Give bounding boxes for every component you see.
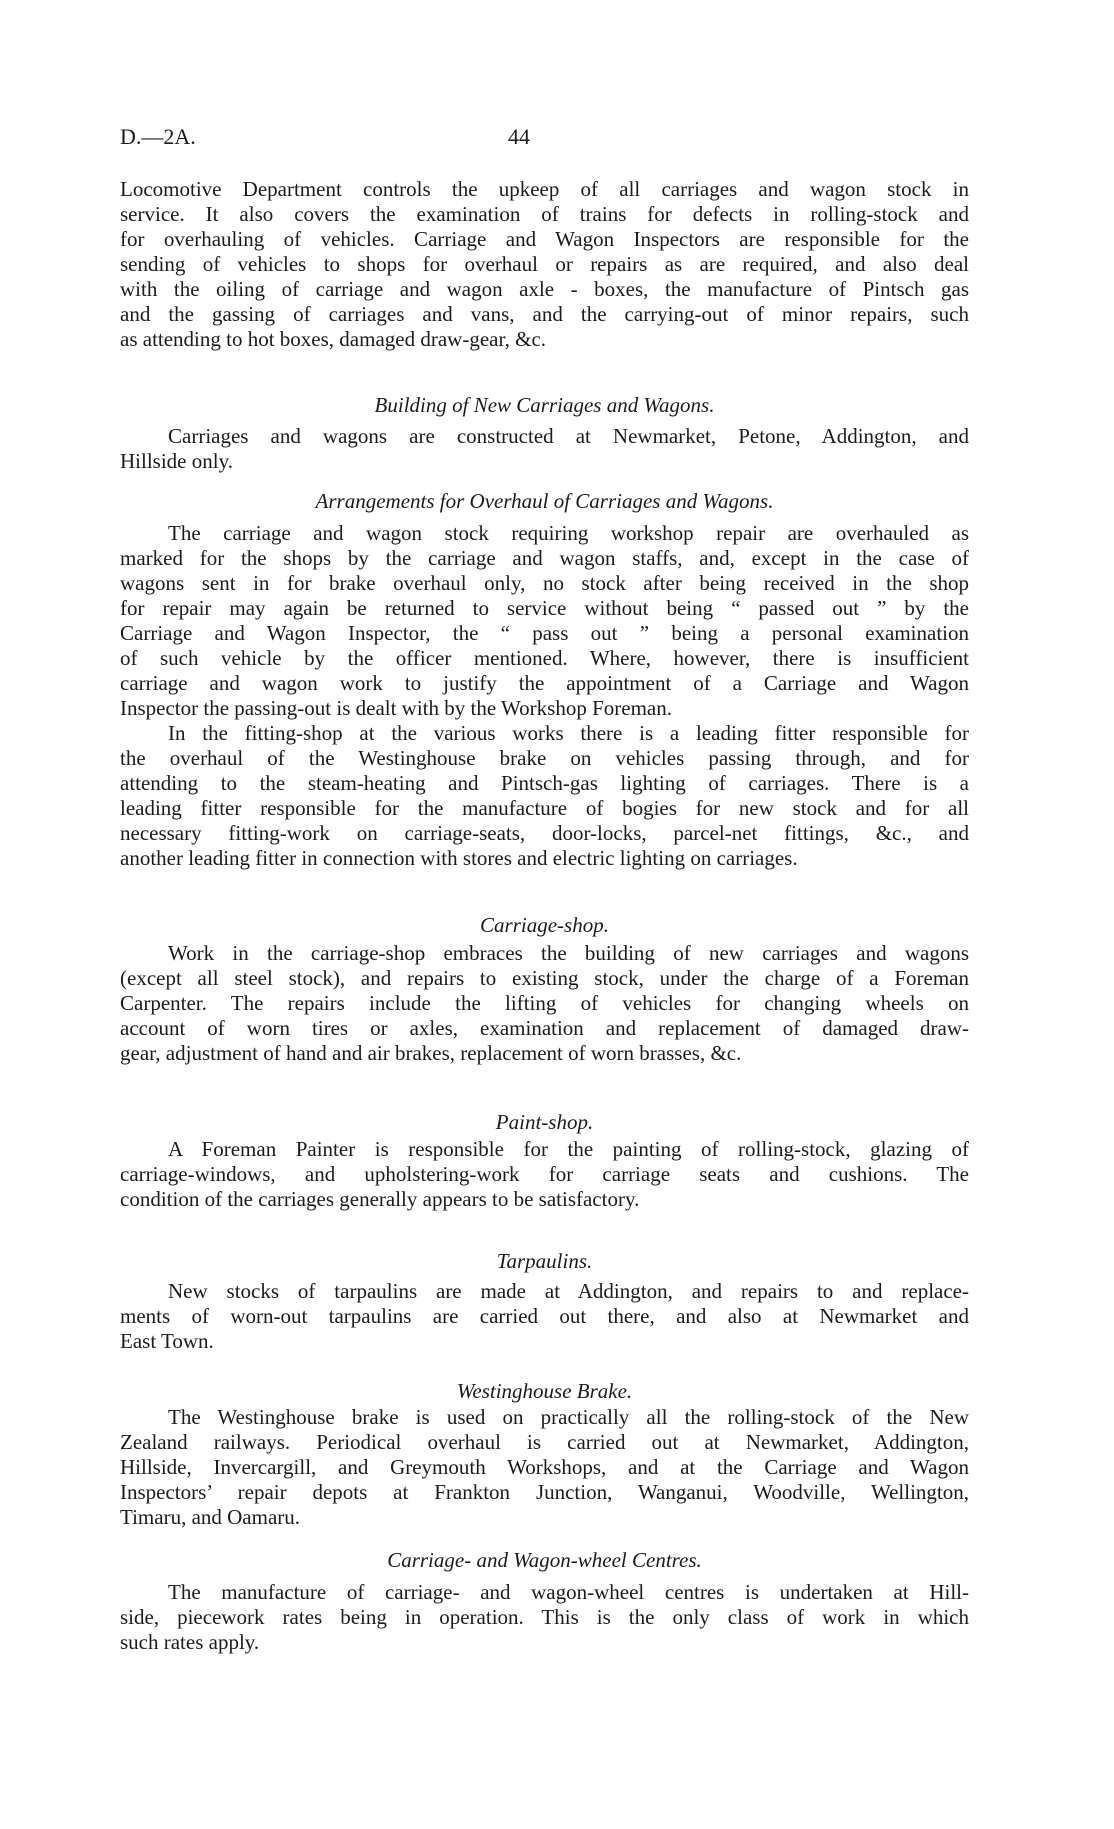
text-line: Carriage and Wagon Inspector, the “ pass out ” being a personal examination	[120, 621, 969, 645]
text-line: The Westinghouse brake is used on practically all the rolling-stock of the New	[168, 1405, 969, 1429]
text-line: Hillside only.	[120, 449, 233, 473]
paragraph	[120, 424, 969, 474]
section-heading: Building of New Carriages and Wagons.	[374, 393, 715, 417]
text-line: for overhauling of vehicles. Carriage and Wagon Inspectors are responsible for the	[120, 227, 969, 251]
text-line: The manufacture of carriage- and wagon-wheel centres is undertaken at Hill-	[168, 1580, 969, 1604]
text-line: account of worn tires or axles, examination and replacement of damaged draw-	[120, 1016, 969, 1040]
text-line: side, piecework rates being in operation. This is the only class of work in which	[120, 1605, 969, 1629]
text-line: In the fitting-shop at the various works there is a leading fitter responsible for	[168, 721, 969, 745]
section-heading: Carriage-shop.	[480, 913, 609, 937]
text-line: marked for the shops by the carriage and wagon staffs, and, except in the case of	[120, 546, 969, 570]
paragraph	[120, 1405, 969, 1530]
page-number: 44	[508, 124, 530, 149]
text-line: the overhaul of the Westinghouse brake on vehicles passing through, and for	[120, 746, 969, 770]
paragraph	[120, 1580, 969, 1655]
text-line: Inspectors’ repair depots at Frankton Junction, Wanganui, Woodville, Wellington,	[120, 1480, 969, 1504]
text-line: carriage and wagon work to justify the appointment of a Carriage and Wagon	[120, 671, 969, 695]
text-line: Zealand railways. Periodical overhaul is carried out at Newmarket, Addington,	[120, 1430, 969, 1454]
text-line: Inspector the passing-out is dealt with by the Workshop Foreman.	[120, 696, 672, 720]
section-heading: Westinghouse Brake.	[456, 1379, 633, 1403]
text-line: Work in the carriage-shop embraces the building of new carriages and wagons	[168, 941, 969, 965]
text-line: leading fitter responsible for the manufacture of bogies for new stock and for all	[120, 796, 969, 820]
text-line: Timaru, and Oamaru.	[120, 1505, 301, 1529]
text-line: of such vehicle by the officer mentioned. Where, however, there is insufficient	[120, 646, 969, 670]
text-line: ments of worn-out tarpaulins are carried out there, and also at Newmarket and	[120, 1304, 969, 1328]
text-line: New stocks of tarpaulins are made at Addington, and repairs to and replace-	[168, 1279, 969, 1303]
text-line: Locomotive Department controls the upkeep of all carriages and wagon stock in	[120, 177, 969, 201]
text-line: wagons sent in for brake overhaul only, no stock after being received in the shop	[120, 571, 969, 595]
text-line: attending to the steam-heating and Pintsch-gas lighting of carriages. There is a	[120, 771, 969, 795]
text-line: gear, adjustment of hand and air brakes, replacement of worn brasses, &c.	[120, 1041, 742, 1065]
paragraph	[120, 1137, 969, 1212]
text-line: another leading fitter in connection with stores and electric lighting on carriages.	[120, 846, 798, 870]
paragraph	[120, 521, 969, 721]
text-line: Hillside, Invercargill, and Greymouth Workshops, and at the Carriage and Wagon	[120, 1455, 969, 1479]
text-line: such rates apply.	[120, 1630, 260, 1654]
text-line: sending of vehicles to shops for overhaul or repairs as are required, and also deal	[120, 252, 969, 276]
text-line: East Town.	[120, 1329, 214, 1353]
section-heading: Tarpaulins.	[496, 1249, 593, 1273]
paragraph	[120, 721, 969, 871]
text-line: carriage-windows, and upholstering-work for carriage seats and cushions. The	[120, 1162, 969, 1186]
text-line: (except all steel stock), and repairs to existing stock, under the charge of a Foreman	[120, 966, 969, 990]
section-heading: Arrangements for Overhaul of Carriages and Wagons.	[315, 489, 774, 513]
text-line: Carriages and wagons are constructed at Newmarket, Petone, Addington, and	[168, 424, 969, 448]
text-line: Carpenter. The repairs include the lifting of vehicles for changing wheels on	[120, 991, 969, 1015]
document-code: D.—2A.	[120, 124, 196, 149]
paragraph	[120, 1279, 969, 1354]
section-heading: Paint-shop.	[495, 1110, 594, 1134]
text-line: as attending to hot boxes, damaged draw-gear, &c.	[120, 327, 547, 351]
text-line: A Foreman Painter is responsible for the painting of rolling-stock, glazing of	[168, 1137, 969, 1161]
text-line: condition of the carriages generally appears to be satisfactory.	[120, 1187, 640, 1211]
paragraph	[120, 177, 969, 352]
text-line: The carriage and wagon stock requiring workshop repair are overhauled as	[168, 521, 969, 545]
text-line: with the oiling of carriage and wagon axle - boxes, the manufacture of Pintsch gas	[120, 277, 969, 301]
text-line: necessary fitting-work on carriage-seats, door-locks, parcel-net fittings, &c., and	[120, 821, 969, 845]
text-line: for repair may again be returned to service without being “ passed out ” by the	[120, 596, 969, 620]
text-line: service. It also covers the examination of trains for defects in rolling-stock and	[120, 202, 969, 226]
paragraph	[120, 941, 969, 1066]
section-heading: Carriage- and Wagon-wheel Centres.	[387, 1548, 702, 1572]
text-line: and the gassing of carriages and vans, and the carrying-out of minor repairs, such	[120, 302, 969, 326]
